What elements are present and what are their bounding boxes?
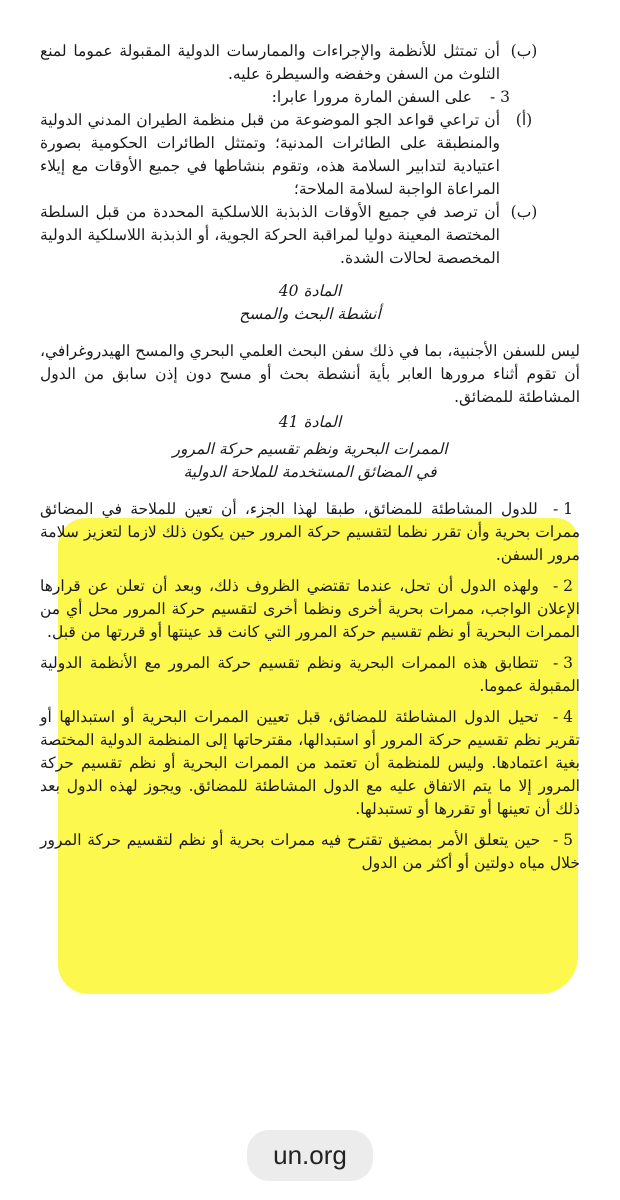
article-40-title: المادة 40	[278, 282, 342, 300]
article-41-subtitle-1: الممرات البحرية ونظم تقسيم حركة المرور	[172, 440, 448, 458]
item-text: أن تراعي قواعد الجو الموضوعة من قبل منظمة الطيران المدني الدولية والمنطبقة على الطائرات المدنية؛ وتمتثل الطائرات الحكومية بصورة اعتيادية لتدابير السلامة هذه، وتقوم بنشاطها في جميع الأوقات مع إيلاء المراعاة الواجبة لسلامة الملاحة؛	[40, 111, 500, 198]
article-41-paragraph-1	[40, 498, 580, 567]
browser-footer	[0, 1110, 620, 1200]
paragraph-number: 1 -	[552, 500, 574, 518]
paragraph-number: 2 -	[552, 577, 573, 595]
item-label: (ب)	[510, 203, 538, 221]
article-41-paragraph-2	[40, 575, 580, 644]
paragraph-number: 3 -	[489, 88, 511, 106]
paragraph-text: تحيل الدول المشاطئة للمضائق، قبل تعيين الممرات البحرية أو استبدالها أو تقرير نظم تقسيم حركة المرور أو استبدالها، مقترحاتها إلى المنظمة الدولية المختصة بغية اعتمادها. وليس للمنظمة أن تعتمد من الممرات البحرية أو نظم تقسيم حركة المرور إلا ما يتم الاتفاق عليه مع الدول المشاطئة للمضائق. ويجوز لهذه الدول بعد ذلك أن تعينها أو تقررها أو تستبدلها.	[40, 708, 580, 818]
item-b-pollution	[40, 40, 548, 86]
item-text: أن ترصد في جميع الأوقات الذبذبة اللاسلكية المحددة من قبل السلطة المختصة المعينة دوليا لمراقبة الحركة الجوية، أو الذبذبة اللاسلكية الدولية المخصصة لحالات الشدة.	[40, 203, 500, 267]
paragraph-number: 3 -	[552, 654, 573, 672]
article-41-subtitle-2: في المضائق المستخدمة للملاحة الدولية	[183, 463, 437, 481]
article-40-subtitle: أنشطة البحث والمسح	[239, 305, 381, 323]
paragraph-number: 5 -	[552, 831, 574, 849]
article-41-paragraph-4	[40, 706, 580, 821]
paragraph-text: حين يتعلق الأمر بمضيق تقترح فيه ممرات بحرية أو نظم لتقسيم حركة المرور خلال مياه دولتين أو أكثر من الدول	[40, 831, 580, 872]
article-41-paragraph-5	[40, 829, 580, 875]
article-41-title: المادة 41	[278, 413, 342, 431]
paragraph-text: ولهذه الدول أن تحل، عندما تقتضي الظروف ذلك، وبعد أن تعلن عن قرارها الإعلان الواجب، ممرات بحرية أخرى ونظما أخرى لتقسيم حركة المرور محل أي من الممرات البحرية أو نظم تقسيم حركة المرور التي كانت قد عينتها أو قررتها من قبل.	[40, 577, 580, 641]
paragraph-text: للدول المشاطئة للمضائق، طبقا لهذا الجزء، أن تعين للملاحة في المضائق ممرات بحرية وأن تقرر نظما لتقسيم حركة المرور حين يكون ذلك لازما لتعزيز سلامة مرور السفن.	[40, 500, 580, 564]
item-b-radio	[40, 201, 548, 270]
url-pill[interactable]: un.org	[247, 1130, 373, 1181]
document-body	[40, 40, 580, 875]
paragraph-number: 4 -	[552, 708, 574, 726]
paragraph-text: تتطابق هذه الممرات البحرية ونظم تقسيم حركة المرور مع الأنظمة الدولية المقبولة عموما.	[40, 654, 580, 695]
item-a-aviation	[40, 109, 548, 201]
article-41-paragraph-3	[40, 652, 580, 698]
paragraph-text: على السفن المارة مرورا عابرا:	[271, 88, 472, 106]
paragraph-3	[40, 86, 528, 109]
item-label: (ب)	[510, 42, 538, 60]
article-40-text: ليس للسفن الأجنبية، بما في ذلك سفن البحث العلمي البحري والمسح الهيدروغرافي، أن تقوم أثناء مرورها العابر بأية أنشطة بحث أو مسح دون إذن سابق من الدول المشاطئة للمضائق.	[40, 342, 580, 406]
item-text: أن تمتثل للأنظمة والإجراءات والممارسات الدولية المقبولة عموما لمنع التلوث من السفن وخفضه والسيطرة عليه.	[40, 42, 500, 83]
item-label: (أ)	[515, 111, 533, 129]
